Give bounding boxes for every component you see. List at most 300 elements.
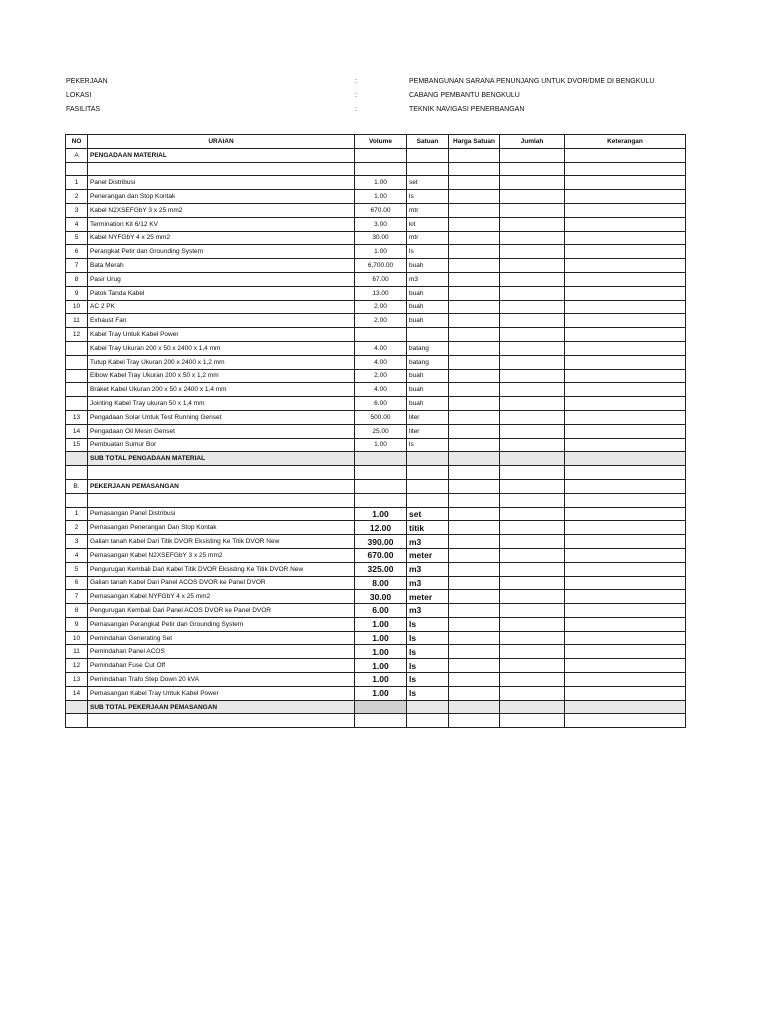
cell-no: 3 (66, 535, 88, 549)
cell-no: 2 (66, 190, 88, 204)
cell-jumlah (500, 355, 565, 369)
cell-keterangan (565, 286, 686, 300)
cell-no (66, 466, 88, 480)
cell-satuan: ls (407, 617, 449, 631)
cell-satuan: m3 (407, 562, 449, 576)
table-row (66, 493, 686, 507)
cell-keterangan (565, 148, 686, 162)
cell-harga-satuan (449, 466, 500, 480)
cell-jumlah (500, 162, 565, 176)
cell-no: 6 (66, 576, 88, 590)
table-row (66, 259, 686, 273)
table-row (66, 617, 686, 631)
cell-satuan: batang (407, 341, 449, 355)
cell-uraian: Pemasangan Kabel NYFGbY 4 x 25 mm2 (88, 590, 355, 604)
cell-keterangan (565, 673, 686, 687)
cell-no: 7 (66, 590, 88, 604)
cell-harga-satuan (449, 535, 500, 549)
cell-no: 3 (66, 203, 88, 217)
col-keterangan: Keterangan (565, 135, 686, 149)
cell-jumlah (500, 190, 565, 204)
cell-jumlah (500, 535, 565, 549)
cell-satuan: m3 (407, 604, 449, 618)
col-uraian: URAIAN (88, 135, 355, 149)
table-row (66, 176, 686, 190)
cell-uraian: Pengurugan Kembali Dari Kabel Titik DVOR Eksisting Ke Titik DVOR New (88, 562, 355, 576)
cell-harga-satuan (449, 700, 500, 714)
cell-volume (355, 162, 407, 176)
cell-harga-satuan (449, 148, 500, 162)
cell-keterangan (565, 245, 686, 259)
cell-uraian: SUB TOTAL PENGADAAN MATERIAL (88, 452, 355, 466)
cell-satuan: buah (407, 397, 449, 411)
table-row (66, 673, 686, 687)
col-no: NO (66, 135, 88, 149)
rab-table (65, 134, 686, 728)
cell-keterangan (565, 576, 686, 590)
cell-no: 14 (66, 686, 88, 700)
cell-no: 13 (66, 673, 88, 687)
table-row (66, 424, 686, 438)
cell-jumlah (500, 493, 565, 507)
cell-volume: 12.00 (355, 521, 407, 535)
cell-volume: 25.00 (355, 424, 407, 438)
cell-satuan: liter (407, 410, 449, 424)
cell-harga-satuan (449, 383, 500, 397)
cell-no (66, 493, 88, 507)
cell-volume: 1.00 (355, 645, 407, 659)
cell-satuan: mtr (407, 231, 449, 245)
cell-uraian: Pasir Urug (88, 272, 355, 286)
cell-jumlah (500, 259, 565, 273)
cell-keterangan (565, 535, 686, 549)
table-row (66, 410, 686, 424)
cell-volume: 500.00 (355, 410, 407, 424)
cell-volume (355, 466, 407, 480)
cell-no: 10 (66, 300, 88, 314)
cell-uraian: Pemasangan Penerangan Dan Stop Kontak (88, 521, 355, 535)
cell-uraian: Galian tanah Kabel Dari Titik DVOR Eksisting Ke Titik DVOR New (88, 535, 355, 549)
cell-jumlah (500, 590, 565, 604)
cell-volume: 3.00 (355, 217, 407, 231)
table-row (66, 604, 686, 618)
table-row (66, 272, 686, 286)
header-label: FASILITAS (66, 106, 101, 113)
table-row (66, 369, 686, 383)
cell-jumlah (500, 604, 565, 618)
cell-keterangan (565, 272, 686, 286)
table-row (66, 286, 686, 300)
cell-no: 15 (66, 438, 88, 452)
cell-jumlah (500, 438, 565, 452)
cell-satuan: ls (407, 686, 449, 700)
table-row (66, 314, 686, 328)
cell-volume: 67.00 (355, 272, 407, 286)
col-jumlah: Jumlah (500, 135, 565, 149)
cell-satuan: ls (407, 438, 449, 452)
cell-jumlah (500, 328, 565, 342)
cell-no: 9 (66, 286, 88, 300)
cell-jumlah (500, 617, 565, 631)
cell-uraian: Pengadaan Solar Untuk Test Running Genset (88, 410, 355, 424)
cell-harga-satuan (449, 479, 500, 493)
cell-uraian: Penerangan dan Stop Kontak (88, 190, 355, 204)
cell-uraian: Galian tanah Kabel Dari Panel ACOS DVOR ke Panel DVOR (88, 576, 355, 590)
cell-harga-satuan (449, 507, 500, 521)
cell-satuan: liter (407, 424, 449, 438)
col-harga-satuan: Harga Satuan (449, 135, 500, 149)
cell-volume: 1.00 (355, 617, 407, 631)
cell-jumlah (500, 217, 565, 231)
cell-satuan: titik (407, 521, 449, 535)
cell-no (66, 383, 88, 397)
cell-satuan: meter (407, 590, 449, 604)
cell-jumlah (500, 314, 565, 328)
cell-harga-satuan (449, 369, 500, 383)
table-row (66, 190, 686, 204)
cell-satuan: buah (407, 259, 449, 273)
cell-volume: 8.00 (355, 576, 407, 590)
cell-uraian (88, 466, 355, 480)
cell-satuan: m3 (407, 272, 449, 286)
cell-jumlah (500, 410, 565, 424)
table-row (66, 355, 686, 369)
cell-no: 10 (66, 631, 88, 645)
header-separator: : (355, 78, 357, 85)
cell-harga-satuan (449, 452, 500, 466)
cell-harga-satuan (449, 190, 500, 204)
cell-jumlah (500, 369, 565, 383)
table-row (66, 466, 686, 480)
cell-jumlah (500, 272, 565, 286)
cell-keterangan (565, 479, 686, 493)
table-row (66, 162, 686, 176)
cell-volume: 390.00 (355, 535, 407, 549)
cell-keterangan (565, 686, 686, 700)
cell-harga-satuan (449, 590, 500, 604)
table-row (66, 438, 686, 452)
cell-no: 14 (66, 424, 88, 438)
cell-harga-satuan (449, 162, 500, 176)
table-row (66, 659, 686, 673)
cell-jumlah (500, 479, 565, 493)
header-value: PEMBANGUNAN SARANA PENUNJANG UNTUK DVOR/DME DI BENGKULU (409, 78, 655, 85)
table-row (66, 521, 686, 535)
cell-volume: 325.00 (355, 562, 407, 576)
cell-uraian: Exhaust Fan (88, 314, 355, 328)
cell-keterangan (565, 259, 686, 273)
cell-volume: 30.00 (355, 590, 407, 604)
cell-harga-satuan (449, 203, 500, 217)
cell-volume (355, 328, 407, 342)
cell-satuan (407, 700, 449, 714)
col-satuan: Satuan (407, 135, 449, 149)
cell-uraian: Pemasangan Perangkat Petir dan Grounding System (88, 617, 355, 631)
cell-uraian: AC 2 PK (88, 300, 355, 314)
cell-keterangan (565, 341, 686, 355)
cell-satuan: buah (407, 300, 449, 314)
cell-keterangan (565, 590, 686, 604)
cell-satuan (407, 479, 449, 493)
table-row (66, 383, 686, 397)
cell-harga-satuan (449, 424, 500, 438)
col-volume: Volume (355, 135, 407, 149)
cell-keterangan (565, 466, 686, 480)
cell-keterangan (565, 562, 686, 576)
cell-keterangan (565, 176, 686, 190)
cell-keterangan (565, 424, 686, 438)
cell-no: 1 (66, 176, 88, 190)
cell-jumlah (500, 397, 565, 411)
cell-jumlah (500, 645, 565, 659)
cell-jumlah (500, 245, 565, 259)
cell-uraian: Kabel N2XSEFGbY 3 x 25 mm2 (88, 203, 355, 217)
cell-keterangan (565, 383, 686, 397)
cell-harga-satuan (449, 341, 500, 355)
cell-volume: 1.00 (355, 176, 407, 190)
cell-jumlah (500, 507, 565, 521)
cell-satuan (407, 328, 449, 342)
cell-no: 8 (66, 272, 88, 286)
cell-volume: 2.00 (355, 300, 407, 314)
cell-satuan: mtr (407, 203, 449, 217)
cell-keterangan (565, 617, 686, 631)
cell-volume: 13.00 (355, 286, 407, 300)
table-row (66, 245, 686, 259)
cell-satuan (407, 452, 449, 466)
cell-satuan: m3 (407, 535, 449, 549)
cell-uraian: Bata Merah (88, 259, 355, 273)
cell-uraian (88, 714, 355, 728)
cell-volume (355, 148, 407, 162)
table-row (66, 631, 686, 645)
cell-keterangan (565, 714, 686, 728)
cell-satuan: buah (407, 286, 449, 300)
cell-no: 4 (66, 548, 88, 562)
cell-volume: 1.00 (355, 631, 407, 645)
cell-volume: 6.00 (355, 604, 407, 618)
cell-harga-satuan (449, 645, 500, 659)
cell-uraian: Pengadaan Oil Mesin Genset (88, 424, 355, 438)
cell-uraian: Panel Distribusi (88, 176, 355, 190)
cell-satuan: batang (407, 355, 449, 369)
cell-keterangan (565, 410, 686, 424)
cell-satuan: kit (407, 217, 449, 231)
header-separator: : (355, 92, 357, 99)
cell-jumlah (500, 286, 565, 300)
cell-satuan (407, 466, 449, 480)
cell-harga-satuan (449, 245, 500, 259)
table-row (66, 562, 686, 576)
cell-no: 7 (66, 259, 88, 273)
cell-harga-satuan (449, 176, 500, 190)
cell-satuan: ls (407, 245, 449, 259)
cell-uraian: Pemasangan Kabel Tray Untuk Kabel Power (88, 686, 355, 700)
cell-harga-satuan (449, 673, 500, 687)
cell-uraian: Kabel Tray Ukuran 200 x 50 x 2400 x 1,4 mm (88, 341, 355, 355)
cell-harga-satuan (449, 272, 500, 286)
table-row (66, 714, 686, 728)
cell-uraian: Pemasangan Kabel N2XSEFGbY 3 x 25 mm2 (88, 548, 355, 562)
table-row (66, 507, 686, 521)
cell-uraian: Kabel Tray Untuk Kabel Power (88, 328, 355, 342)
cell-volume: 2.00 (355, 314, 407, 328)
cell-satuan (407, 162, 449, 176)
cell-uraian: Pemindahan Generating Set (88, 631, 355, 645)
cell-harga-satuan (449, 686, 500, 700)
cell-volume: 1.00 (355, 190, 407, 204)
header-value: CABANG PEMBANTU BENGKULU (409, 92, 520, 99)
cell-keterangan (565, 369, 686, 383)
cell-keterangan (565, 231, 686, 245)
cell-harga-satuan (449, 259, 500, 273)
cell-satuan: buah (407, 369, 449, 383)
cell-volume (355, 479, 407, 493)
cell-jumlah (500, 673, 565, 687)
cell-keterangan (565, 190, 686, 204)
cell-volume: 670.00 (355, 203, 407, 217)
table-row (66, 686, 686, 700)
cell-uraian (88, 493, 355, 507)
cell-harga-satuan (449, 521, 500, 535)
table-row (66, 203, 686, 217)
cell-satuan (407, 493, 449, 507)
cell-harga-satuan (449, 355, 500, 369)
table-row (66, 231, 686, 245)
cell-jumlah (500, 176, 565, 190)
cell-jumlah (500, 452, 565, 466)
cell-volume (355, 452, 407, 466)
cell-uraian: PENGADAAN MATERIAL (88, 148, 355, 162)
cell-uraian: Pengurugan Kembali Dari Panel ACOS DVOR ke Panel DVOR (88, 604, 355, 618)
cell-satuan (407, 148, 449, 162)
cell-harga-satuan (449, 576, 500, 590)
subtotal-row (66, 452, 686, 466)
cell-satuan (407, 714, 449, 728)
cell-uraian: Pemindahan Fuse Cut Off (88, 659, 355, 673)
cell-volume: 2.00 (355, 369, 407, 383)
cell-harga-satuan (449, 617, 500, 631)
table-row (66, 341, 686, 355)
cell-jumlah (500, 424, 565, 438)
cell-harga-satuan (449, 493, 500, 507)
header-value: TEKNIK NAVIGASI PENERBANGAN (409, 106, 525, 113)
cell-volume: 6.00 (355, 397, 407, 411)
cell-jumlah (500, 562, 565, 576)
cell-no: 11 (66, 645, 88, 659)
cell-jumlah (500, 341, 565, 355)
cell-harga-satuan (449, 714, 500, 728)
cell-satuan: ls (407, 631, 449, 645)
cell-uraian: Elbow Kabel Tray Ukuran 200 x 50 x 1,2 mm (88, 369, 355, 383)
cell-no: 1 (66, 507, 88, 521)
cell-harga-satuan (449, 631, 500, 645)
cell-harga-satuan (449, 300, 500, 314)
cell-keterangan (565, 217, 686, 231)
cell-volume: 1.00 (355, 673, 407, 687)
cell-no (66, 162, 88, 176)
cell-no: B. (66, 479, 88, 493)
cell-volume: 4.00 (355, 355, 407, 369)
table-row (66, 645, 686, 659)
cell-keterangan (565, 604, 686, 618)
table-row (66, 576, 686, 590)
cell-keterangan (565, 700, 686, 714)
table-header-row (66, 135, 686, 149)
cell-jumlah (500, 231, 565, 245)
cell-satuan: meter (407, 548, 449, 562)
cell-jumlah (500, 576, 565, 590)
cell-no (66, 452, 88, 466)
subtotal-row (66, 700, 686, 714)
cell-no: 12 (66, 659, 88, 673)
table-row (66, 590, 686, 604)
cell-volume: 30.00 (355, 231, 407, 245)
section-row (66, 479, 686, 493)
cell-volume: 4.00 (355, 341, 407, 355)
cell-no: 9 (66, 617, 88, 631)
cell-jumlah (500, 686, 565, 700)
cell-no: A (66, 148, 88, 162)
cell-harga-satuan (449, 548, 500, 562)
cell-harga-satuan (449, 659, 500, 673)
cell-volume (355, 714, 407, 728)
cell-no (66, 397, 88, 411)
cell-keterangan (565, 203, 686, 217)
cell-uraian: Perangkat Petir dan Grounding System (88, 245, 355, 259)
cell-keterangan (565, 659, 686, 673)
cell-harga-satuan (449, 604, 500, 618)
cell-volume: 1.00 (355, 245, 407, 259)
cell-uraian: Kabel NYFGbY 4 x 25 mm2 (88, 231, 355, 245)
cell-harga-satuan (449, 328, 500, 342)
cell-satuan: buah (407, 383, 449, 397)
cell-keterangan (565, 355, 686, 369)
cell-volume: 6,700.00 (355, 259, 407, 273)
cell-uraian: Pembuatan Sumur Bor (88, 438, 355, 452)
cell-satuan: set (407, 176, 449, 190)
cell-no: 13 (66, 410, 88, 424)
cell-harga-satuan (449, 217, 500, 231)
cell-harga-satuan (449, 562, 500, 576)
table-row (66, 548, 686, 562)
header-separator: : (355, 106, 357, 113)
cell-harga-satuan (449, 286, 500, 300)
header-label: PEKERJAAN (66, 78, 108, 85)
cell-volume (355, 493, 407, 507)
cell-uraian: PEKERJAAN PEMASANGAN (88, 479, 355, 493)
cell-satuan: ls (407, 645, 449, 659)
cell-keterangan (565, 507, 686, 521)
cell-jumlah (500, 659, 565, 673)
cell-harga-satuan (449, 410, 500, 424)
cell-uraian (88, 162, 355, 176)
cell-uraian: Tutup Kabel Tray Ukuran 200 x 2400 x 1,2 mm (88, 355, 355, 369)
cell-keterangan (565, 328, 686, 342)
cell-no (66, 369, 88, 383)
cell-no (66, 355, 88, 369)
cell-uraian: Pemasangan Panel Distribusi (88, 507, 355, 521)
cell-uraian: SUB TOTAL PEKERJAAN PEMASANGAN (88, 700, 355, 714)
table-row (66, 300, 686, 314)
cell-no: 6 (66, 245, 88, 259)
cell-satuan: ls (407, 673, 449, 687)
cell-jumlah (500, 300, 565, 314)
cell-satuan: m3 (407, 576, 449, 590)
cell-keterangan (565, 521, 686, 535)
table-row (66, 397, 686, 411)
cell-jumlah (500, 548, 565, 562)
